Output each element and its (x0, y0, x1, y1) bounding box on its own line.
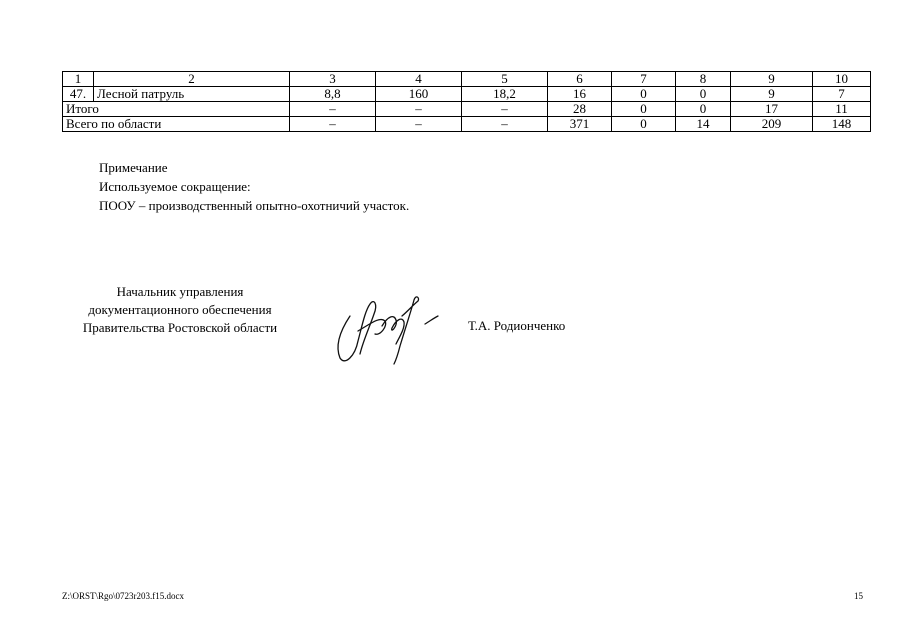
table-cell: 16 (548, 87, 612, 102)
table-header-row (63, 72, 871, 87)
table-cell: 28 (548, 102, 612, 117)
table-cell: 10 (813, 72, 871, 87)
table-cell: 2 (94, 72, 290, 87)
table-cell: – (290, 102, 376, 117)
table-cell: 9 (731, 87, 813, 102)
table-cell: – (462, 102, 548, 117)
table-row (63, 87, 871, 102)
data-table (62, 71, 871, 132)
table-cell: 0 (612, 87, 676, 102)
signatory-title-line: Правительства Ростовской области (82, 320, 278, 335)
footer-file-path: Z:\ORST\Rgo\0723r203.f15.docx (62, 591, 184, 601)
table-cell: 9 (731, 72, 813, 87)
table-cell: 7 (612, 72, 676, 87)
signatory-title (60, 283, 300, 337)
table-cell: 7 (813, 87, 871, 102)
table-cell: 0 (612, 102, 676, 117)
signatory-title-line: документационного обеспечения (88, 302, 272, 317)
table-cell: 3 (290, 72, 376, 87)
table-cell: 0 (612, 117, 676, 132)
table-cell: 1 (63, 72, 94, 87)
table-cell: 4 (376, 72, 462, 87)
table-cell: – (290, 117, 376, 132)
signatory-name: Т.А. Родионченко (468, 318, 566, 333)
table-cell: Итого (63, 102, 290, 117)
table-cell: 8,8 (290, 87, 376, 102)
table-cell: Лесной патруль (94, 87, 290, 102)
table-row-total (63, 102, 871, 117)
table-cell: 6 (548, 72, 612, 87)
table-cell: 0 (676, 87, 731, 102)
table-cell: 18,2 (462, 87, 548, 102)
note-abbreviation-label: Используемое сокращение: (99, 179, 251, 194)
table-cell: 17 (731, 102, 813, 117)
table-cell: – (376, 117, 462, 132)
note-section (99, 158, 409, 215)
table-cell: 371 (548, 117, 612, 132)
signatory-title-line: Начальник управления (116, 284, 244, 299)
table-cell: – (376, 102, 462, 117)
table-cell: 160 (376, 87, 462, 102)
note-abbreviation-definition: ПООУ – производственный опытно-охотничий участок. (99, 198, 410, 213)
table-cell: – (462, 117, 548, 132)
table-cell: 209 (731, 117, 813, 132)
table-cell: 47. (63, 87, 94, 102)
table-cell: 14 (676, 117, 731, 132)
table-cell: 0 (676, 102, 731, 117)
table-row-region-total (63, 117, 871, 132)
table-cell: 5 (462, 72, 548, 87)
table-cell: 11 (813, 102, 871, 117)
table-cell: 148 (813, 117, 871, 132)
page-number: 15 (854, 591, 863, 601)
table-cell: Всего по области (63, 117, 290, 132)
handwritten-signature (330, 286, 450, 371)
note-heading: Примечание (99, 160, 168, 175)
table-cell: 8 (676, 72, 731, 87)
